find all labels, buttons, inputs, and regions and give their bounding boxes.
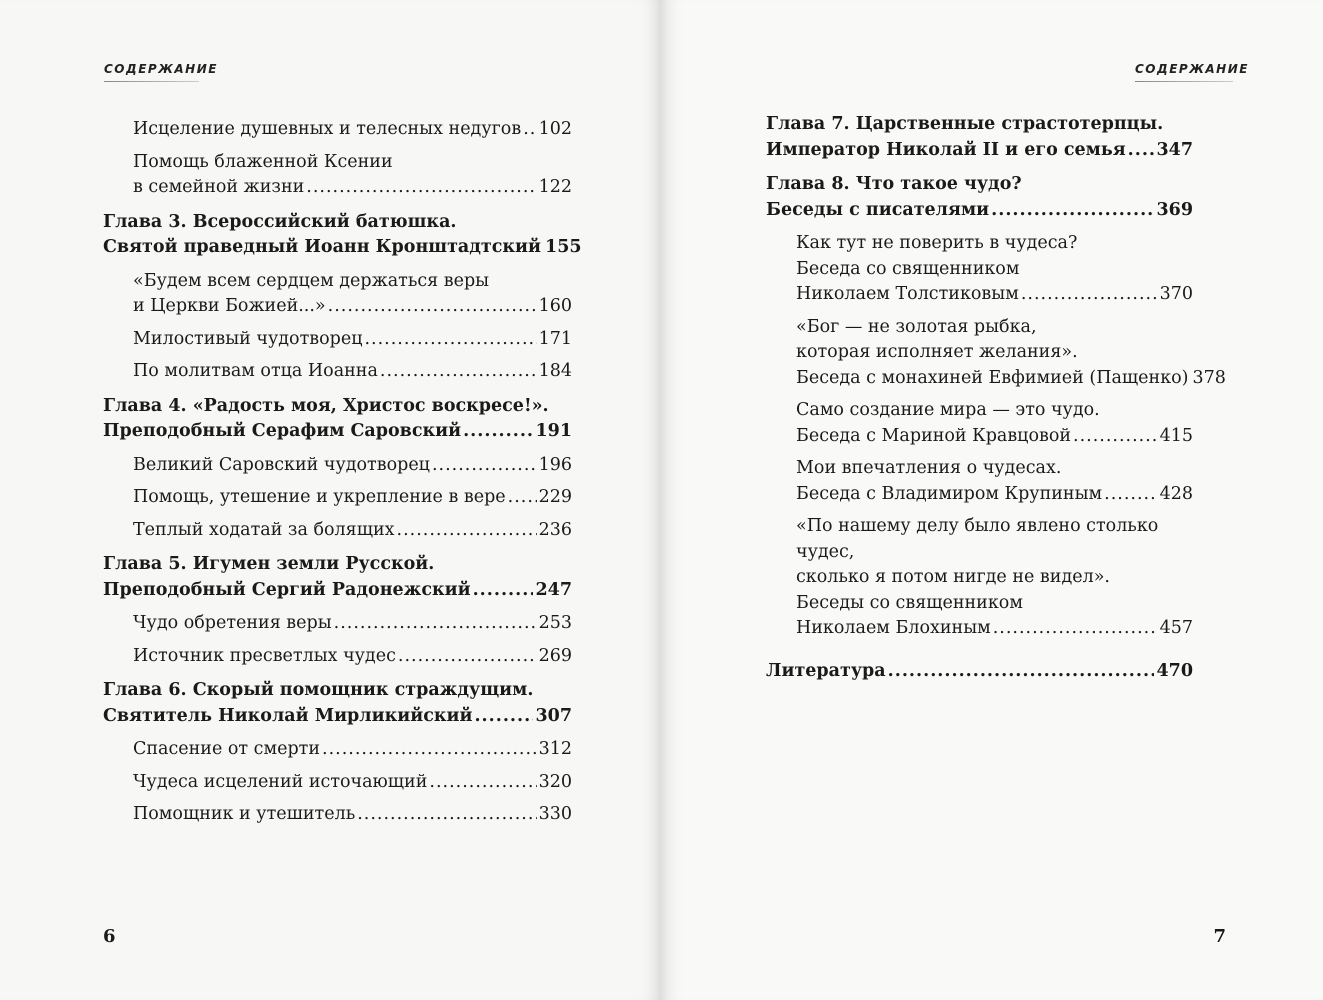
dot-leader — [473, 578, 534, 604]
toc-section-entry — [103, 453, 572, 479]
running-head: СОДЕРЖАНИЕ — [104, 62, 199, 82]
toc-page-number: 312 — [538, 739, 572, 759]
dot-leader — [523, 117, 536, 143]
toc-chapter-entry — [103, 210, 582, 261]
toc-entry-title-line: «Бог — не золотая рыбка, — [796, 316, 1037, 337]
dot-leader — [1073, 424, 1158, 450]
toc-section-entry — [103, 485, 572, 511]
toc-entry-title-line: Глава 3. Всероссийский батюшка. — [103, 211, 457, 232]
toc-chapter-entry — [766, 112, 1193, 163]
toc-section-entry — [103, 737, 572, 763]
toc-entry-title-line: Помощь блаженной Ксении — [133, 151, 393, 172]
toc-section-entry — [766, 456, 1193, 507]
toc-entry-title-line: «Будем всем сердцем держаться веры — [133, 270, 490, 291]
toc-entry-title-line: По молитвам отца Иоанна — [133, 361, 378, 381]
toc-chapter-entry — [103, 678, 572, 729]
toc-entry-title-line: Император Николай II и его семья — [766, 139, 1126, 160]
toc-page-number: 196 — [538, 454, 572, 475]
toc-entry-title-line: Святой праведный Иоанн Кронштадтский — [103, 237, 542, 257]
toc-section-entry — [103, 150, 572, 201]
dot-leader — [328, 294, 537, 320]
dot-leader — [306, 175, 536, 201]
toc-page-number: 457 — [1159, 618, 1193, 638]
toc-page-number: 347 — [1156, 139, 1193, 160]
toc-entry-title-line: Спасение от смерти — [133, 739, 320, 759]
dot-leader — [474, 704, 533, 730]
toc-entry-title-line: Теплый ходатай за болящих — [133, 519, 395, 540]
toc-entry-row — [133, 453, 572, 479]
toc-page-number: 229 — [538, 487, 572, 507]
dot-leader — [334, 611, 537, 637]
toc-page-number: 247 — [535, 579, 572, 600]
toc-literature-entry — [766, 659, 1193, 685]
table-of-contents — [766, 112, 1226, 684]
toc-entry-row — [796, 282, 1193, 308]
toc-entry-row — [103, 704, 572, 730]
toc-entry-title-line: Преподобный Сергий Радонежский — [103, 579, 471, 600]
toc-entry-title-line: Святитель Николай Мирликийский — [103, 705, 473, 726]
running-head: СОДЕРЖАНИЕ — [1135, 62, 1233, 82]
toc-page-number: 122 — [538, 177, 572, 197]
toc-section-entry — [766, 514, 1193, 642]
toc-page-number: 369 — [1156, 199, 1193, 220]
toc-page-number: 470 — [1156, 660, 1193, 681]
toc-section-entry — [103, 611, 572, 637]
toc-page-number: 370 — [1159, 284, 1193, 304]
toc-entry-title-line: Литература — [766, 660, 886, 681]
toc-section-entry — [103, 644, 572, 670]
toc-entry-title-line: Помощник и утешитель — [133, 804, 356, 824]
toc-chapter-entry — [103, 394, 572, 445]
dot-leader — [991, 198, 1154, 224]
toc-page-number: 320 — [538, 771, 572, 792]
dot-leader — [993, 616, 1158, 642]
toc-entry-row — [133, 802, 572, 828]
dot-leader — [1021, 282, 1158, 308]
toc-entry-title-line: Беседы с писателями — [766, 199, 990, 220]
dot-leader — [398, 644, 537, 670]
toc-entry-row — [133, 294, 572, 320]
toc-entry-row — [796, 366, 1226, 392]
toc-entry-row — [133, 644, 572, 670]
dot-leader — [1128, 138, 1155, 164]
dot-leader — [364, 327, 536, 353]
toc-page-number: 102 — [538, 119, 572, 139]
dot-leader — [429, 770, 536, 796]
dot-leader — [1104, 482, 1157, 508]
toc-entry-title-line: Глава 5. Игумен земли Русской. — [103, 554, 435, 574]
dot-leader — [380, 359, 537, 385]
toc-entry-title-line: Великий Саровский чудотворец — [133, 454, 430, 475]
right-page — [662, 0, 1323, 1000]
toc-entry-row — [766, 659, 1193, 685]
toc-entry-row — [766, 198, 1193, 224]
toc-entry-row — [103, 578, 572, 604]
toc-page-number: 307 — [535, 705, 572, 726]
toc-page-number: 155 — [545, 237, 582, 257]
toc-section-entry — [103, 770, 572, 796]
dot-leader — [463, 419, 533, 445]
toc-entry-row — [103, 235, 582, 261]
toc-entry-title-line: Чудеса исцелений источающий — [133, 771, 428, 792]
toc-entry-title-line: Источник пресветлых чудес — [133, 645, 396, 666]
toc-entry-title-line: Исцеление душевных и телесных недугов — [133, 119, 522, 139]
toc-entry-title-line: и Церкви Божией...» — [133, 296, 326, 316]
toc-page-number: 184 — [538, 361, 572, 381]
toc-entry-title-line: Беседа со священником — [796, 258, 1020, 279]
toc-entry-row — [133, 117, 572, 143]
toc-entry-title-line: Глава 8. Что такое чудо? — [766, 174, 1022, 194]
toc-entry-title-line: Преподобный Серафим Саровский — [103, 421, 462, 441]
toc-entry-title-line: «По нашему делу было явлено столько чудес, — [796, 516, 1159, 562]
toc-entry-title-line: Беседа с монахиней Евфимией (Пащенко) — [796, 367, 1189, 388]
toc-section-entry — [766, 315, 1226, 392]
toc-entry-row — [133, 485, 572, 511]
toc-entry-row — [796, 424, 1193, 450]
toc-entry-title-line: Беседы со священником — [796, 592, 1023, 613]
toc-entry-title-line: Как тут не поверить в чудеса? — [796, 233, 1078, 253]
page-number: 6 — [103, 926, 116, 947]
toc-entry-row — [133, 737, 572, 763]
toc-entry-title-line: Милостивый чудотворец — [133, 328, 363, 349]
dot-leader — [508, 485, 537, 511]
toc-entry-title-line: Мои впечатления о чудесах. — [796, 458, 1062, 478]
toc-page-number: 236 — [538, 519, 572, 540]
toc-entry-title-line: Глава 4. «Радость моя, Христос воскресе!». — [103, 395, 549, 416]
toc-entry-title-line: Глава 7. Царственные страстотерпцы. — [766, 114, 1164, 134]
toc-entry-title-line: Помощь, утешение и укрепление в вере — [133, 487, 506, 507]
toc-page-number: 191 — [535, 421, 572, 441]
toc-section-entry — [103, 327, 572, 353]
toc-entry-row — [766, 138, 1193, 164]
toc-page-number: 253 — [538, 613, 572, 633]
dot-leader — [357, 802, 536, 828]
toc-entry-title-line: Беседа с Владимиром Крупиным — [796, 483, 1103, 504]
toc-section-entry — [766, 398, 1193, 449]
toc-entry-title-line: Беседа с Мариной Кравцовой — [796, 425, 1072, 446]
toc-page-number: 171 — [538, 328, 572, 349]
table-of-contents — [103, 110, 582, 828]
toc-page-number: 378 — [1192, 367, 1226, 388]
toc-section-entry — [103, 359, 572, 385]
toc-entry-row — [796, 616, 1193, 642]
toc-chapter-entry — [103, 552, 572, 603]
dot-leader — [397, 518, 537, 544]
toc-page-number: 160 — [538, 296, 572, 316]
toc-entry-row — [796, 482, 1193, 508]
toc-entry-row — [103, 419, 572, 445]
toc-page-number: 415 — [1159, 425, 1193, 446]
dot-leader — [888, 659, 1155, 685]
page-number: 7 — [1213, 926, 1226, 947]
toc-entry-row — [133, 770, 572, 796]
toc-entry-title-line: Глава 6. Скорый помощник страждущим. — [103, 680, 534, 700]
toc-page-number: 269 — [538, 645, 572, 666]
toc-entry-title-line: Николаем Блохиным — [796, 618, 991, 638]
toc-entry-row — [133, 518, 572, 544]
toc-entry-row — [133, 327, 572, 353]
toc-chapter-entry — [766, 172, 1193, 223]
toc-entry-row — [133, 359, 572, 385]
toc-entry-row — [133, 611, 572, 637]
toc-entry-title-line: в семейной жизни — [133, 177, 305, 197]
toc-section-entry — [766, 231, 1193, 308]
toc-entry-title-line: сколько я потом нигде не видел». — [796, 567, 1110, 587]
toc-section-entry — [103, 518, 572, 544]
dot-leader — [432, 453, 537, 479]
toc-section-entry — [103, 269, 572, 320]
toc-section-entry — [103, 117, 572, 143]
dot-leader — [322, 737, 537, 763]
toc-page-number: 428 — [1159, 483, 1193, 504]
toc-entry-title-line: Само создание мира — это чудо. — [796, 400, 1100, 420]
toc-entry-title-line: Чудо обретения веры — [133, 613, 332, 633]
toc-entry-title-line: Николаем Толстиковым — [796, 284, 1019, 304]
toc-section-entry — [103, 802, 572, 828]
toc-entry-title-line: которая исполняет желания». — [796, 342, 1078, 362]
toc-page-number: 330 — [538, 804, 572, 824]
toc-entry-row — [133, 175, 572, 201]
